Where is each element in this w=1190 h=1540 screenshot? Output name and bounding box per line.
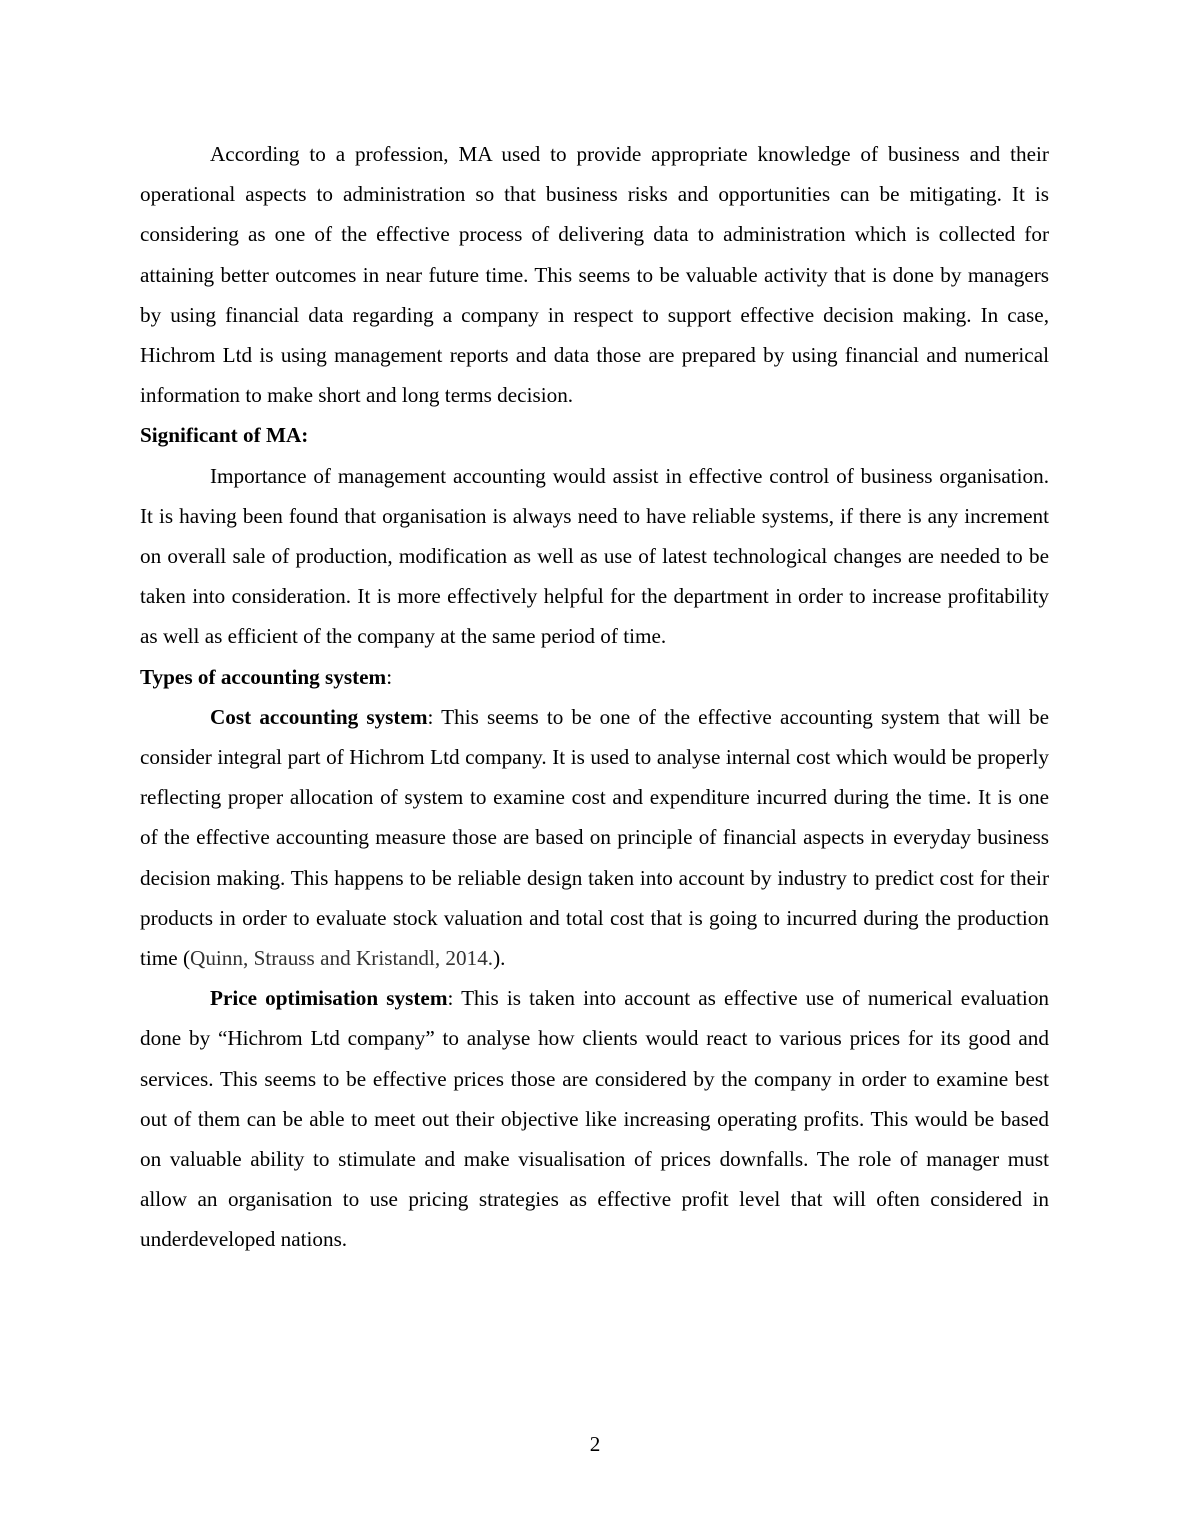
heading-types-of-accounting-system: [140, 657, 1049, 697]
significance-paragraph: Importance of management accounting would assist in effective control of business organisation. It is having been found that organisation is always need to have reliable systems, if there is any increment on overall sale of production, modification as well as use of latest technological changes are needed to be taken into consideration. It is more effectively helpful for the department in order to increase profitability as well as efficient of the company at the same period of time.: [140, 463, 1049, 649]
price-optimisation-body: : This is taken into account as effective use of numerical evaluation done by “Hichrom Ltd company” to analyse how clients would react to various prices for its good and services. This seems to be effective prices those are considered by the company in order to examine best out of them can be able to meet out their objective like increasing operating profits. This would be based on valuable ability to stimulate and make visualisation of prices downfalls. The role of manager must allow an organisation to use pricing strategies as effective profit level that will often considered in underdeveloped nations.: [140, 986, 1050, 1252]
heading-significant-of-ma: Significant of MA:: [140, 423, 309, 448]
price-optimisation-title: Price optimisation system: [210, 986, 448, 1011]
heading-types-colon: :: [386, 664, 393, 689]
cost-accounting-paragraph: [140, 697, 1049, 978]
page-number: 2: [589, 1432, 601, 1456]
intro-paragraph: According to a profession, MA used to provide appropriate knowledge of business and their operational aspects to administration so that business risks and opportunities can be mitigating. It is considering as one of the effective process of delivering data to administration which is collected for attaining better outcomes in near future time. This seems to be valuable activity that is done by managers by using financial data regarding a company in respect to support effective decision making. In case, Hichrom Ltd is using management reports and data those are prepared by using financial and numerical information to make short and long terms decision.: [140, 142, 1049, 408]
cost-accounting-end: ).: [493, 946, 506, 971]
cost-accounting-body: : This seems to be one of the effective accounting system that will be consider integral part of Hichrom Ltd company. It is used to analyse internal cost which would be properly reflecting proper allocation of system to examine cost and expenditure incurred during the time. It is one of the effective accounting measure those are based on principle of financial aspects in everyday business decision making. This happens to be reliable design taken into account by industry to predict cost for their products in order to evaluate stock valuation and total cost that is going to incurred during the production time (: [140, 704, 1049, 971]
heading-types-text: Types of accounting system: [140, 664, 387, 689]
cost-accounting-title: Cost accounting system: [210, 704, 428, 729]
document-body: [140, 134, 1049, 1260]
cost-accounting-citation: Quinn, Strauss and Kristandl, 2014.: [190, 946, 494, 971]
price-optimisation-paragraph: [140, 978, 1049, 1259]
